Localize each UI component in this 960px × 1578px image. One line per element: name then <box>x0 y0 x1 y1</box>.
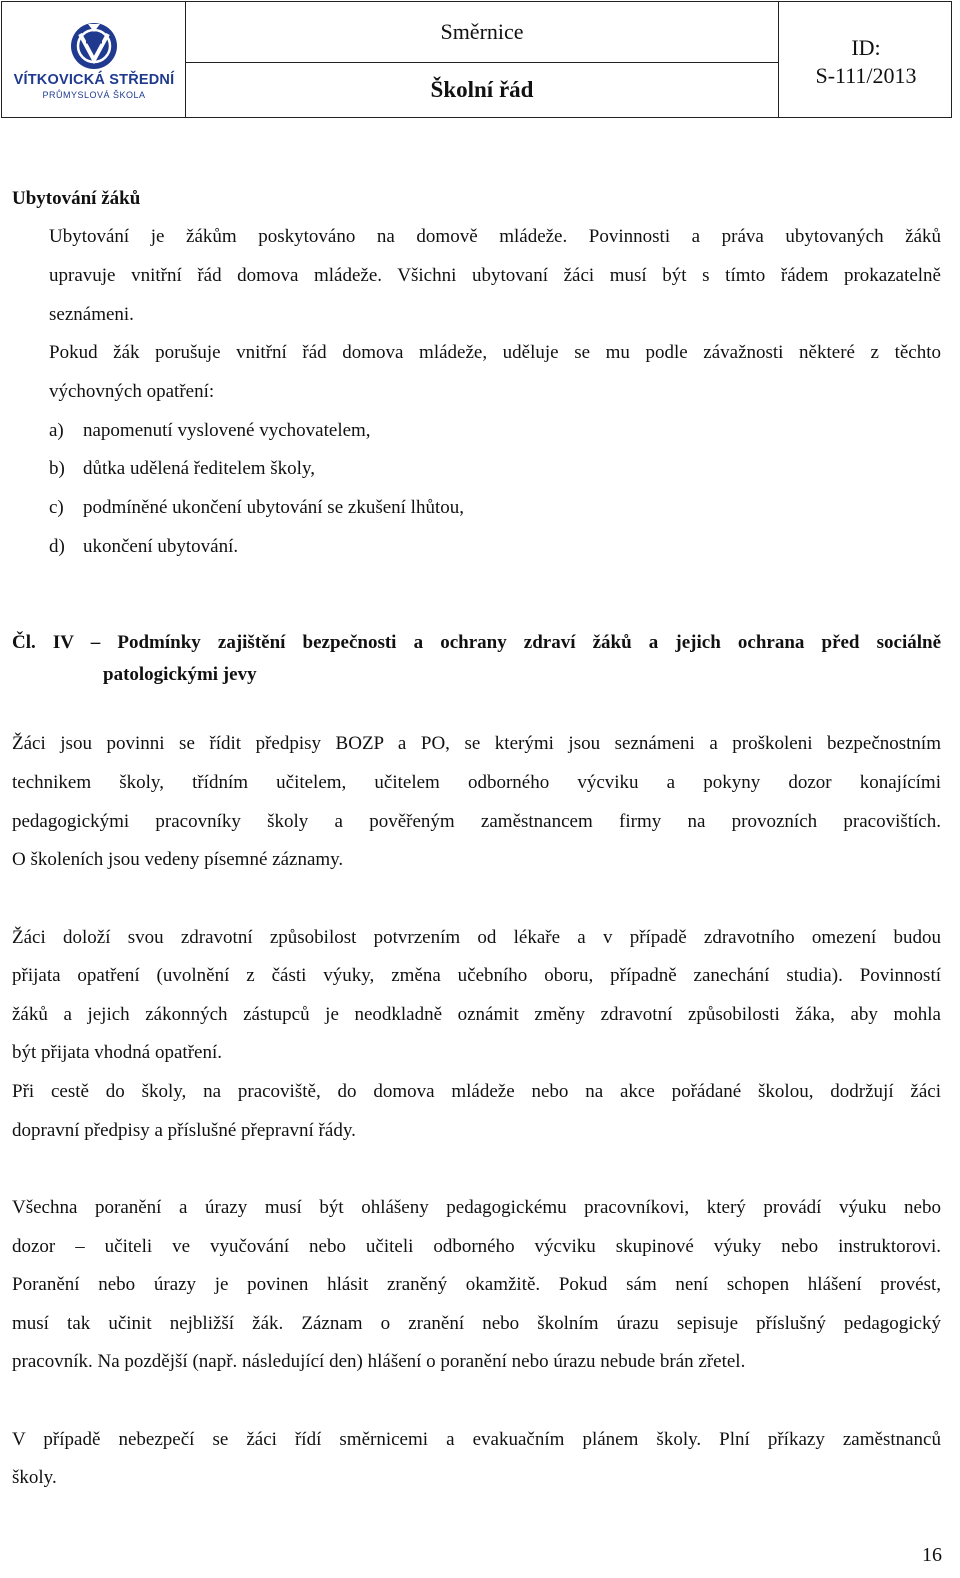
paragraph-line: Pokud žák porušuje vnitřní řád domova mládeže, uděluje se mu podle závažnosti některé z těchto <box>49 342 941 363</box>
list-item: podmíněné ukončení ubytování se zkušení lhůtou, <box>83 497 464 518</box>
paragraph-line: V případě nebezpečí se žáci řídí směrnicemi a evakuačním plánem školy. Plní příkazy zaměstnanců <box>12 1429 941 1450</box>
paragraph-line: pracovník. Na pozdější (např. následující den) hlášení o poranění nebo úrazu nebude brán zřetel. <box>12 1351 746 1372</box>
logo-cell <box>2 2 186 117</box>
title-cell <box>186 2 779 117</box>
list-marker: c) <box>49 497 64 518</box>
doc-title: Školní řád <box>430 76 534 102</box>
paragraph-line: pedagogickými pracovníky školy a pověřeným zaměstnancem firmy na provozních pracovištích. <box>12 811 941 832</box>
list-marker: a) <box>49 420 64 441</box>
school-subtitle: PRŮMYSLOVÁ ŠKOLA <box>42 90 146 100</box>
article-heading-continued: patologickými jevy <box>103 664 257 685</box>
school-logo-icon <box>10 20 178 72</box>
paragraph-line: upravuje vnitřní řád domova mládeže. Všichni ubytovaní žáci musí být s tímto řádem prokazatelně <box>49 265 941 286</box>
list-marker: b) <box>49 458 65 479</box>
id-value: S-111/2013 <box>815 63 917 88</box>
list-item: napomenutí vyslovené vychovatelem, <box>83 420 371 441</box>
page-number: 16 <box>922 1544 942 1566</box>
doc-type: Směrnice <box>186 2 778 63</box>
paragraph-line: Poranění nebo úrazy je povinen hlásit zraněný okamžitě. Pokud sám není schopen hlášení provést, <box>12 1274 941 1295</box>
paragraph-line: dozor – učiteli ve vyučování nebo učiteli odborného výcviku skupinové výuky nebo instruktorovi. <box>12 1236 941 1257</box>
section-heading-accommodation: Ubytování žáků <box>12 188 141 209</box>
paragraph-line: žáků a jejich zákonných zástupců je neodkladně oznámit změny zdravotní způsobilosti žáka, aby mohla <box>12 1004 941 1025</box>
school-name: VÍTKOVICKÁ STŘEDNÍ <box>13 72 175 88</box>
paragraph-line: Všechna poranění a úrazy musí být ohlášeny pedagogickému pracovníkovi, který provádí výuku nebo <box>12 1197 941 1218</box>
list-item: důtka udělená ředitelem školy, <box>83 458 315 479</box>
paragraph-line: výchovných opatření: <box>49 381 215 402</box>
paragraph-line: Při cestě do školy, na pracoviště, do domova mládeže nebo na akce pořádané školou, dodržují žáci <box>12 1081 941 1102</box>
list-marker: d) <box>49 536 65 557</box>
paragraph-line: Žáci doloží svou zdravotní způsobilost potvrzením od lékaře a v případě zdravotního omezení budou <box>12 927 941 948</box>
id-label: ID: <box>851 35 881 60</box>
paragraph-line: Žáci jsou povinni se řídit předpisy BOZP a PO, se kterými jsou seznámeni a proškoleni bezpečnostním <box>12 733 941 754</box>
doc-id <box>779 34 953 90</box>
document-header <box>1 1 952 118</box>
paragraph-line: seznámeni. <box>49 304 134 325</box>
paragraph-line: Ubytování je žákům poskytováno na domově mládeže. Povinnosti a práva ubytovaných žáků <box>49 226 941 247</box>
paragraph-line: technikem školy, třídním učitelem, učitelem odborného výcviku a pokyny dozor konajícími <box>12 772 941 793</box>
article-heading: Čl. IV – Podmínky zajištění bezpečnosti a ochrany zdraví žáků a jejich ochrana před sociálně <box>12 632 941 653</box>
paragraph-line: být přijata vhodná opatření. <box>12 1042 222 1063</box>
paragraph-line: přijata opatření (uvolnění z části výuky, změna učebního oboru, případně zanechání studia). Povinností <box>12 965 941 986</box>
list-item: ukončení ubytování. <box>83 536 239 557</box>
paragraph-line: musí tak učinit nejbližší žák. Záznam o zranění nebo školním úrazu sepisuje příslušný pedagogický <box>12 1313 941 1334</box>
id-cell <box>779 2 953 117</box>
paragraph-line: O školeních jsou vedeny písemné záznamy. <box>12 849 344 870</box>
paragraph-line: dopravní předpisy a příslušné přepravní řády. <box>12 1120 356 1141</box>
paragraph-line: školy. <box>12 1467 57 1488</box>
